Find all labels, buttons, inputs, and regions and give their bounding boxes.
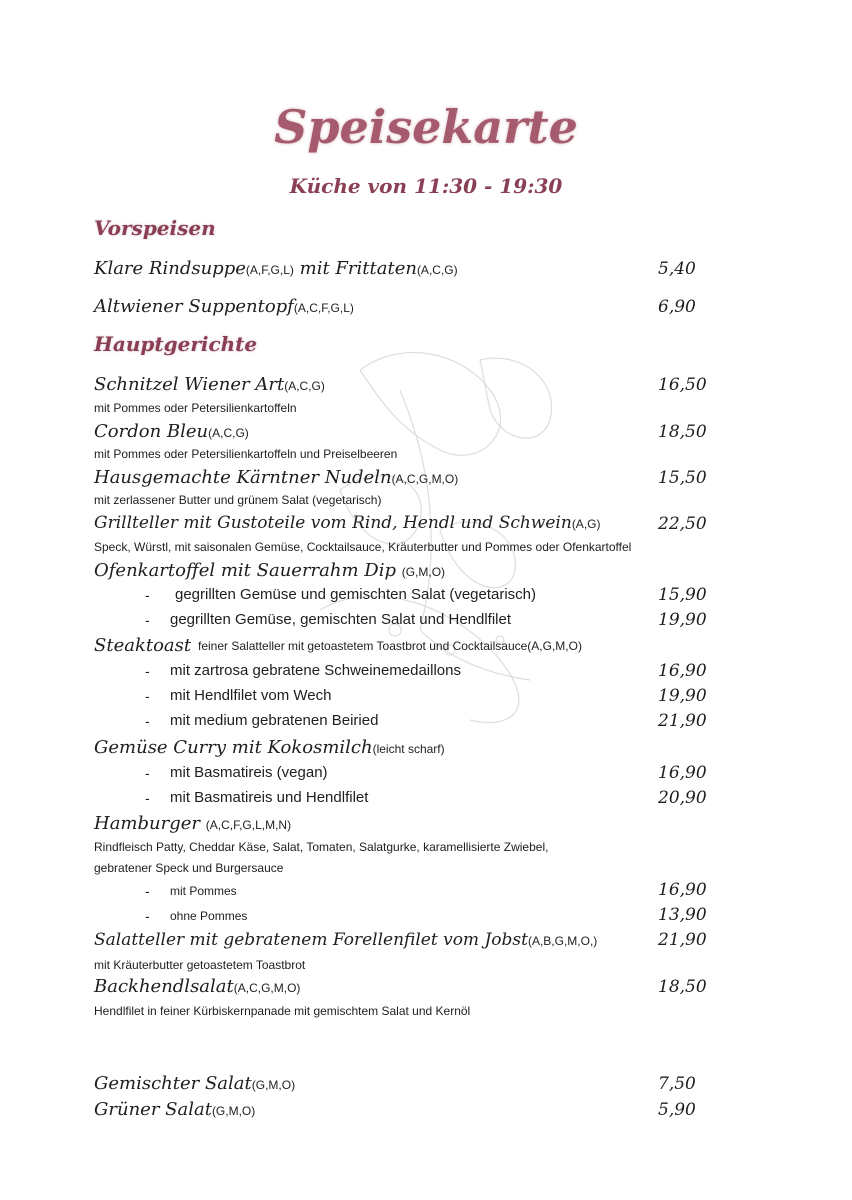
- menu-item-hamburger: [94, 813, 291, 834]
- item-allergens: (G,M,O): [401, 565, 446, 579]
- menu-item-backhendlsalat: [94, 976, 300, 997]
- item-name: Grillteller mit Gustoteile vom Rind, Hendl und Schwein: [94, 513, 572, 533]
- option-ofen-hendl: gegrillten Gemüse, gemischten Salat und Hendlfilet: [170, 611, 512, 628]
- option-dash: -: [145, 612, 150, 628]
- option-curry-hendl: mit Basmatireis und Hendlfilet: [170, 789, 369, 806]
- price-steak-schwein: 16,90: [658, 661, 707, 681]
- option-dash: -: [145, 688, 150, 704]
- menu-item-rindsuppe: [94, 258, 458, 279]
- menu-item-curry: [94, 737, 445, 758]
- option-steak-schwein: mit zartrosa gebratene Schweinemedaillons: [170, 662, 461, 679]
- price-gemischter-salat: 7,50: [658, 1074, 696, 1094]
- item-name: Gemischter Salat: [94, 1073, 252, 1094]
- price-rindsuppe: 5,40: [658, 259, 696, 279]
- option-ofen-gemuese: gegrillten Gemüse und gemischten Salat (vegetarisch): [175, 586, 537, 603]
- item-allergens: (A,C,G): [208, 426, 249, 440]
- option-steak-beiried: mit medium gebratenen Beiried: [170, 712, 379, 729]
- desc-grillteller: Speck, Würstl, mit saisonalen Gemüse, Cocktailsauce, Kräuterbutter und Pommes oder Ofenkartoffel: [94, 540, 632, 554]
- menu-item-suppentopf: [94, 296, 354, 317]
- desc-nudeln: mit zerlassener Butter und grünem Salat (vegetarisch): [94, 493, 382, 507]
- option-steak-hendl: mit Hendlfilet vom Wech: [170, 687, 332, 704]
- item-allergens: (A,C,F,G,L,M,N): [205, 818, 292, 832]
- item-name: Hamburger: [94, 813, 200, 834]
- item-extra-allergens: (A,C,G): [416, 263, 458, 277]
- item-name: Gemüse Curry mit Kokosmilch: [94, 737, 373, 758]
- section-hauptgerichte: Hauptgerichte: [94, 332, 258, 356]
- item-name: Steaktoast: [94, 635, 192, 656]
- price-ofen-gemuese: 15,90: [658, 585, 707, 605]
- price-nudeln: 15,50: [658, 468, 707, 488]
- desc-cordon-bleu: mit Pommes oder Petersilienkartoffeln und Preiselbeeren: [94, 447, 398, 461]
- item-name: Schnitzel Wiener Art: [94, 374, 285, 395]
- item-name: Backhendlsalat: [94, 976, 234, 997]
- menu-item-ofenkartoffel: [94, 560, 445, 581]
- item-allergens: (A,C,F,G,L): [293, 301, 354, 315]
- menu-item-grillteller: [94, 513, 600, 533]
- option-dash: -: [145, 883, 150, 899]
- menu-item-cordon-bleu: [94, 421, 249, 442]
- menu-item-schnitzel: [94, 374, 325, 395]
- option-dash: -: [145, 663, 150, 679]
- desc-salat-forelle: mit Kräuterbutter getoastetem Toastbrot: [94, 958, 306, 972]
- item-name: Klare Rindsuppe: [94, 258, 246, 279]
- menu-item-gruener-salat: [94, 1099, 255, 1120]
- item-name: Altwiener Suppentopf: [94, 296, 294, 317]
- menu-item-steaktoast: [94, 635, 191, 656]
- price-salat-forelle: 21,90: [658, 930, 707, 950]
- item-allergens: (G,M,O): [251, 1078, 296, 1092]
- item-allergens: (A,C,G,M,O): [391, 472, 459, 486]
- kitchen-hours: Küche von 11:30 - 19:30: [289, 174, 563, 198]
- item-name: Hausgemachte Kärntner Nudeln: [94, 467, 392, 488]
- price-cordon-bleu: 18,50: [658, 422, 707, 442]
- menu-item-salat-forelle: [94, 930, 597, 950]
- option-dash: -: [145, 587, 150, 603]
- item-allergens: (A,F,G,L): [245, 263, 294, 277]
- price-gruener-salat: 5,90: [658, 1100, 696, 1120]
- item-allergens: (A,C,G): [284, 379, 325, 393]
- menu-item-gemischter-salat: [94, 1073, 295, 1094]
- price-steak-beiried: 21,90: [658, 711, 707, 731]
- desc-hamburger-2: gebratener Speck und Burgersauce: [94, 861, 284, 875]
- item-allergens: (A,B,G,M,O,): [527, 934, 598, 948]
- item-note: (leicht scharf): [372, 742, 445, 756]
- menu-item-nudeln: [94, 467, 458, 488]
- option-burger-pommes: mit Pommes: [170, 884, 237, 898]
- desc-schnitzel: mit Pommes oder Petersilienkartoffeln: [94, 401, 297, 415]
- page-title: Speisekarte: [274, 100, 578, 154]
- item-extra: mit Frittaten: [299, 258, 417, 279]
- price-steak-hendl: 19,90: [658, 686, 707, 706]
- price-burger-pommes: 16,90: [658, 880, 707, 900]
- option-dash: -: [145, 908, 150, 924]
- option-dash: -: [145, 713, 150, 729]
- item-allergens: (A,C,G,M,O): [233, 981, 301, 995]
- price-schnitzel: 16,50: [658, 375, 707, 395]
- price-grillteller: 22,50: [658, 514, 707, 534]
- item-name: Grüner Salat: [94, 1099, 212, 1120]
- desc-steaktoast: feiner Salatteller mit getoastetem Toastbrot und Cocktailsauce(A,G,M,O): [198, 639, 582, 653]
- option-dash: -: [145, 765, 150, 781]
- item-name: Salatteller mit gebratenem Forellenfilet vom Jobst: [94, 930, 528, 950]
- price-curry-hendl: 20,90: [658, 788, 707, 808]
- price-curry-vegan: 16,90: [658, 763, 707, 783]
- desc-hamburger-1: Rindfleisch Patty, Cheddar Käse, Salat, Tomaten, Salatgurke, karamellisierte Zwiebel,: [94, 840, 549, 854]
- item-name: Cordon Bleu: [94, 421, 209, 442]
- option-dash: -: [145, 790, 150, 806]
- item-allergens: (G,M,O): [211, 1104, 256, 1118]
- section-vorspeisen: Vorspeisen: [94, 216, 216, 240]
- option-burger-ohne: ohne Pommes: [170, 909, 248, 923]
- item-name: Ofenkartoffel mit Sauerrahm Dip: [94, 560, 396, 581]
- price-suppentopf: 6,90: [658, 297, 696, 317]
- price-ofen-hendl: 19,90: [658, 610, 707, 630]
- item-allergens: (A,G): [571, 517, 601, 531]
- price-burger-ohne: 13,90: [658, 905, 707, 925]
- price-backhendlsalat: 18,50: [658, 977, 707, 997]
- desc-backhendlsalat: Hendlfilet in feiner Kürbiskernpanade mit gemischtem Salat und Kernöl: [94, 1004, 471, 1018]
- option-curry-vegan: mit Basmatireis (vegan): [170, 764, 328, 781]
